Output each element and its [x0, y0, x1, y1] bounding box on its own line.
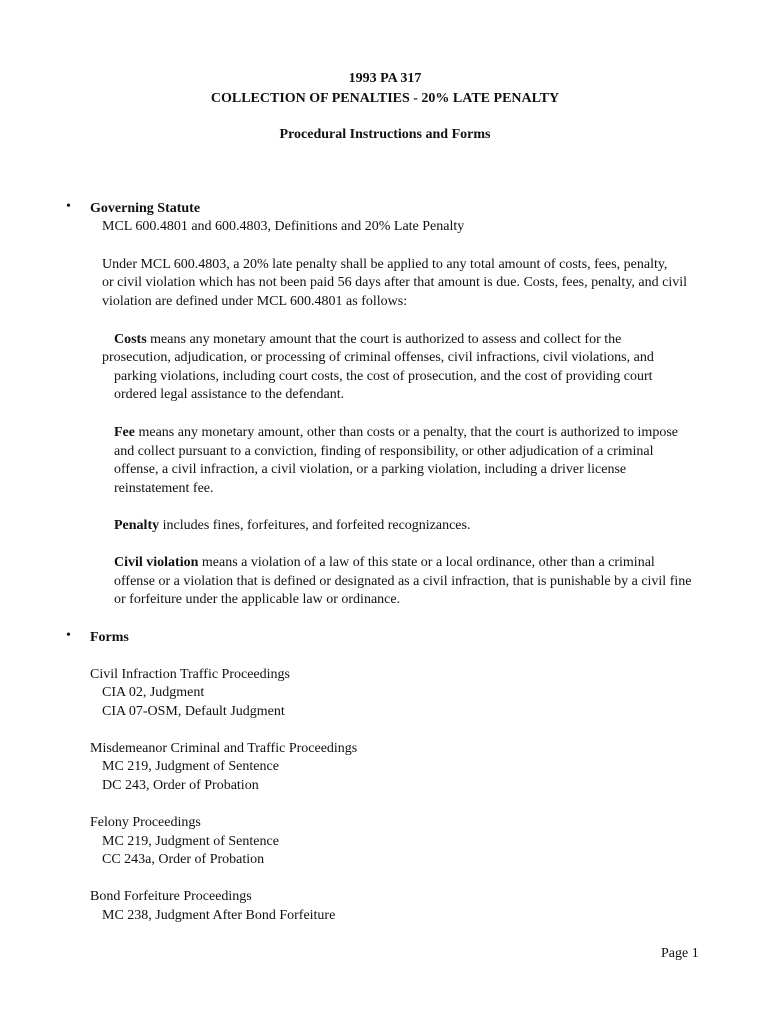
definition-term-civil-violation: Civil violation: [114, 555, 199, 570]
form-item: DC 243, Order of Probation: [102, 778, 259, 793]
intro-line: violation are defined under MCL 600.4801 as follows:: [102, 294, 408, 309]
form-item: CIA 07-OSM, Default Judgment: [102, 704, 285, 719]
definition-term-costs: Costs: [114, 332, 147, 347]
bullet-icon: •: [66, 199, 71, 214]
definition-text: includes fines, forfeitures, and forfeited recognizances.: [159, 518, 471, 533]
page-number: Page 1: [661, 946, 699, 961]
definition-text: means any monetary amount, other than costs or a penalty, that the court is authorized to impose: [134, 425, 678, 440]
section-heading-statute: Governing Statute: [90, 201, 201, 216]
document-title-line1: 1993 PA 317: [348, 71, 422, 86]
document-title-line2: COLLECTION OF PENALTIES - 20% LATE PENALTY: [210, 91, 560, 106]
definition-fee-line: offense, a civil infraction, a civil violation, or a parking violation, including a driver license: [114, 462, 627, 477]
intro-line: or civil violation which has not been paid 56 days after that amount is due. Costs, fees, penalty, and civil: [102, 275, 688, 290]
form-item: CIA 02, Judgment: [102, 685, 205, 700]
form-group-title: Bond Forfeiture Proceedings: [90, 889, 252, 904]
section-heading-forms: Forms: [90, 630, 129, 645]
definition-costs-line: prosecution, adjudication, or processing of criminal offenses, civil infractions, civil violations, and: [102, 350, 654, 365]
definition-fee-line: [114, 423, 678, 442]
definition-costs-line: parking violations, including court costs, the cost of prosecution, and the cost of providing court: [114, 369, 653, 384]
statute-reference: MCL 600.4801 and 600.4803, Definitions and 20% Late Penalty: [102, 219, 465, 234]
definition-fee-line: reinstatement fee.: [114, 481, 214, 496]
form-group-title: Civil Infraction Traffic Proceedings: [90, 667, 290, 682]
definition-text: means a violation of a law of this state or a local ordinance, other than a criminal: [198, 555, 655, 570]
form-item: MC 219, Judgment of Sentence: [102, 834, 279, 849]
definition-term-fee: Fee: [114, 425, 135, 440]
definition-civil-violation-line: offense or a violation that is defined or designated as a civil infraction, that is punishable by a civil fine: [114, 574, 692, 589]
definition-civil-violation-line: or forfeiture under the applicable law or ordinance.: [114, 592, 401, 607]
document-subtitle: Procedural Instructions and Forms: [279, 127, 491, 142]
definition-fee-line: and collect pursuant to a conviction, finding of responsibility, or other adjudication of a criminal: [114, 444, 654, 459]
intro-line: Under MCL 600.4803, a 20% late penalty shall be applied to any total amount of costs, fees, penalty,: [102, 257, 668, 272]
definition-penalty-line: [114, 516, 470, 535]
definition-text: means any monetary amount that the court is authorized to assess and collect for the: [146, 332, 622, 347]
form-item: MC 219, Judgment of Sentence: [102, 759, 279, 774]
definition-costs-line: ordered legal assistance to the defendant.: [114, 387, 345, 402]
definition-costs-line: [114, 330, 621, 349]
form-item: MC 238, Judgment After Bond Forfeiture: [102, 908, 336, 923]
form-group-title: Misdemeanor Criminal and Traffic Proceedings: [90, 741, 358, 756]
definition-civil-violation-line: [114, 553, 655, 572]
form-item: CC 243a, Order of Probation: [102, 852, 265, 867]
form-group-title: Felony Proceedings: [90, 815, 201, 830]
definition-term-penalty: Penalty: [114, 518, 160, 533]
bullet-icon: •: [66, 628, 71, 643]
